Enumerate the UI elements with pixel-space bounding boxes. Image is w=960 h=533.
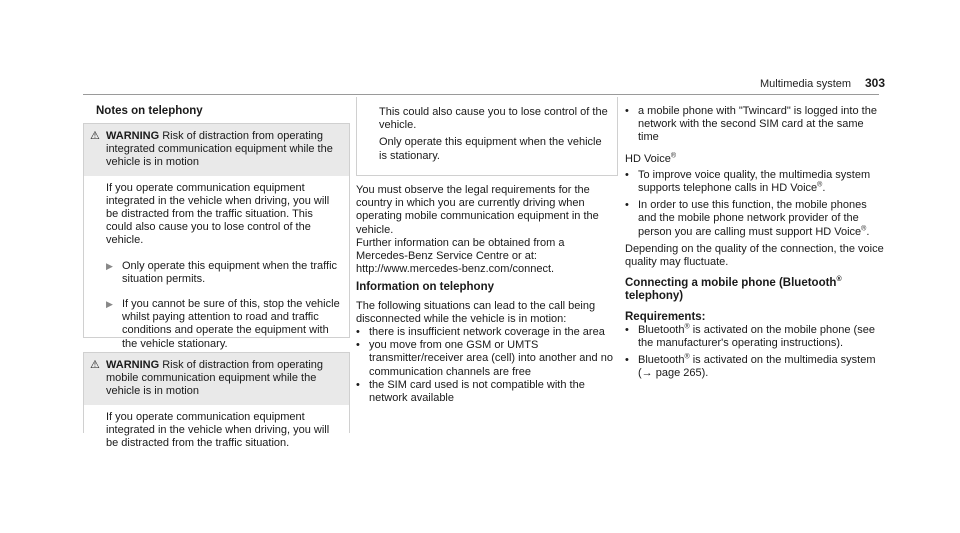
list-item: • there is insufficient network coverage in the area xyxy=(356,326,605,339)
step-text: If you cannot be sure of this, stop the vehicle whilst paying attention to road and traffic conditions and operate the equipment with the vehicle stationary. xyxy=(122,298,340,350)
telephony-heading: Information on telephony xyxy=(356,281,494,294)
warning-box-2 xyxy=(83,352,350,450)
depending-paragraph: Depending on the quality of the connection, the voice quality may fluctuate. xyxy=(625,242,884,269)
intro-paragraph: The following situations can lead to the call being disconnected while the vehicle is in motion: xyxy=(356,299,596,325)
warning-body xyxy=(357,97,617,169)
hd-voice-label: HD Voice® xyxy=(625,151,677,165)
info-paragraph: Further information can be obtained from a Mercedes-Benz Service Centre or at: http://www.mercedes-benz.com/connect. xyxy=(356,236,565,276)
warning-paragraph: If you operate communication equipment integrated in the vehicle when driving, you will be distracted from the traffic situation. xyxy=(106,410,330,450)
step-arrow-icon: ▶ xyxy=(106,260,113,271)
warning-box-continued xyxy=(356,97,618,176)
hd-voice-list xyxy=(625,169,887,239)
warning-triangle-icon: ⚠ xyxy=(90,130,100,142)
column-3 xyxy=(625,105,887,381)
warning-body xyxy=(84,176,349,357)
list-item: • the SIM card used is not compatible with the network available xyxy=(356,378,585,405)
legal-paragraph: You must observe the legal requirements for the country in which you are currently driving when operating mobile communication equipment in the vehicle. xyxy=(356,184,599,236)
notes-heading: Notes on telephony xyxy=(96,105,203,117)
connecting-heading: Connecting a mobile phone (Bluetooth® telephony) xyxy=(625,276,842,303)
section-name: Multimedia system xyxy=(760,78,852,90)
warning-paragraph: This could also cause you to lose control of the vehicle. xyxy=(379,106,608,132)
page-reference-link[interactable]: page 265). xyxy=(652,367,709,380)
twincard-list xyxy=(625,105,887,145)
warning-box-1 xyxy=(83,123,350,350)
warning-paragraph: If you operate communication equipment integrated in the vehicle when driving, you will be distracted from the traffic situation. This could also cause you to lose control of the vehicle. xyxy=(106,181,330,247)
list-item: • a mobile phone with "Twincard" is logged into the network with the second SIM card at the same time xyxy=(625,105,877,144)
warning-text: Risk of distraction from operating mobile communication equipment while the vehicle is in motion xyxy=(106,359,324,398)
warning-title: WARNING xyxy=(106,359,160,371)
column-2 xyxy=(356,184,618,405)
instruction-step xyxy=(106,260,341,286)
requirements-list xyxy=(625,324,887,381)
warning-body xyxy=(84,405,349,457)
disconnect-list xyxy=(356,326,618,405)
step-arrow-icon: ▶ xyxy=(106,299,113,310)
warning-header xyxy=(84,124,349,176)
warning-triangle-icon: ⚠ xyxy=(90,359,100,371)
instruction-step xyxy=(106,298,341,351)
step-text: Only operate this equipment when the traffic situation permits. xyxy=(122,259,338,285)
list-item: • Bluetooth® is activated on the mobile phone (see the manufacturer's operating instructions). xyxy=(625,323,875,350)
list-item: • you move from one GSM or UMTS transmitter/receiver area (cell) into another and no communication channels are free xyxy=(356,339,613,378)
list-item: • In order to use this function, the mobile phones and the mobile phone network provider of the person you are calling must support HD Voice®. xyxy=(625,199,870,238)
list-item: • Bluetooth® is activated on the multimedia system (→ page 265). xyxy=(625,353,876,380)
warning-header xyxy=(84,353,349,405)
requirements-heading: Requirements: xyxy=(625,310,706,323)
header-rule xyxy=(83,94,879,95)
warning-title: WARNING xyxy=(106,130,160,142)
warning-paragraph: Only operate this equipment when the vehicle is stationary. xyxy=(379,136,602,162)
page-reference-arrow-icon: → xyxy=(641,367,653,380)
warning-text: Risk of distraction from operating integrated communication equipment while the vehicle is in motion xyxy=(106,130,333,169)
page-number: 303 xyxy=(865,76,886,90)
list-item: • To improve voice quality, the multimedia system supports telephone calls in HD Voice®. xyxy=(625,168,871,195)
column-1 xyxy=(96,105,346,118)
